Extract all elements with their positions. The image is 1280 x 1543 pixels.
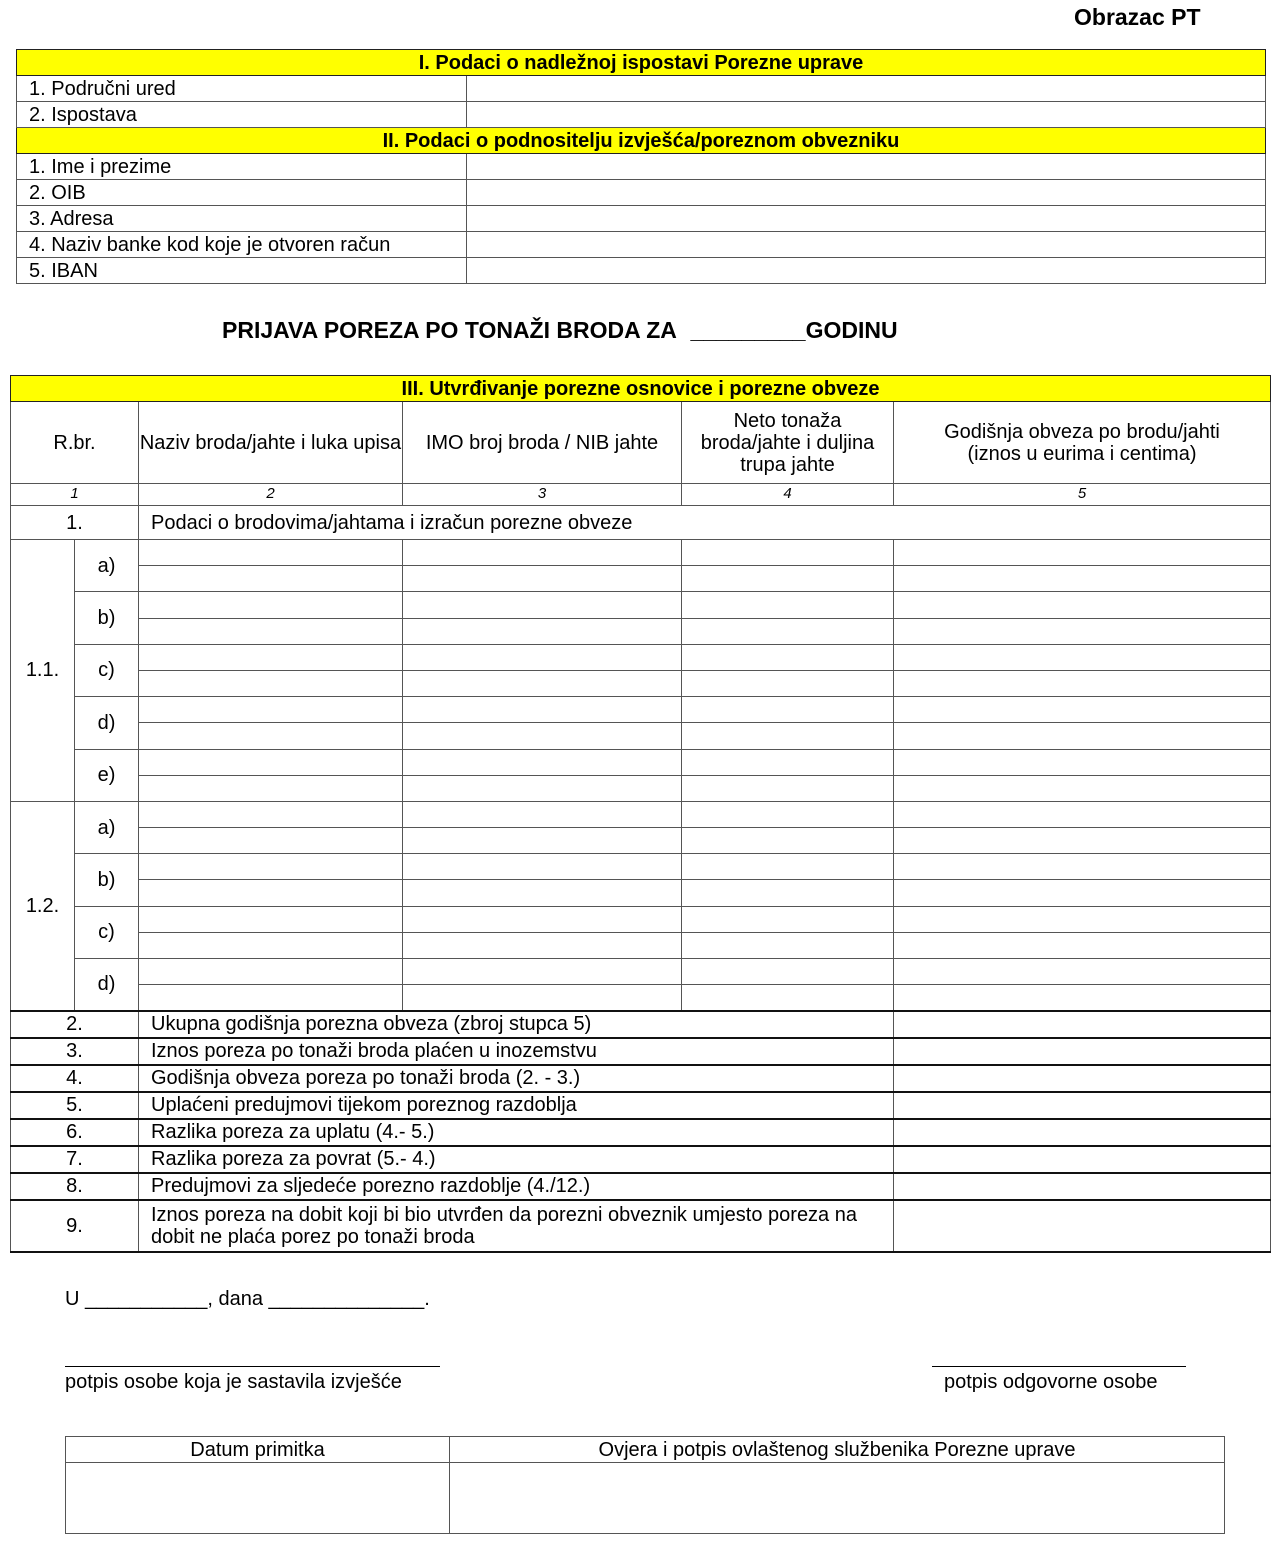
field-label: 1. Područni ured (17, 76, 467, 102)
tonnage-cell[interactable] (682, 723, 894, 749)
tonnage-cell[interactable] (682, 801, 894, 827)
ship-name-cell[interactable] (139, 566, 403, 592)
ship-name-cell[interactable] (139, 828, 403, 854)
verification-field[interactable] (450, 1463, 1225, 1534)
address-input[interactable] (467, 206, 1266, 232)
ship-row (11, 592, 1271, 618)
field-label: 5. IBAN (17, 258, 467, 284)
group-number: 1.2. (11, 801, 75, 1011)
row-number: 4. (11, 1065, 139, 1092)
row-label: Razlika poreza za uplatu (4.- 5.) (139, 1119, 894, 1146)
col-number: 3 (403, 484, 682, 506)
field-label: 1. Ime i prezime (17, 154, 467, 180)
right-signature-label: potpis odgovorne osobe (944, 1371, 1158, 1393)
section1-title: I. Podaci o nadležnoj ispostavi Porezne uprave (17, 50, 1266, 76)
imo-cell[interactable] (403, 906, 682, 932)
ship-letter: a) (75, 801, 139, 853)
imo-cell[interactable] (403, 932, 682, 958)
ship-name-cell[interactable] (139, 618, 403, 644)
ship-name-cell[interactable] (139, 906, 403, 932)
name-input[interactable] (467, 154, 1266, 180)
amount-cell[interactable] (894, 1038, 1271, 1065)
row-number: 6. (11, 1119, 139, 1146)
ship-row (11, 932, 1271, 958)
ship-name-cell[interactable] (139, 697, 403, 723)
branch-input[interactable] (467, 102, 1266, 128)
imo-cell[interactable] (403, 566, 682, 592)
col-number: 5 (894, 484, 1271, 506)
amount-cell[interactable] (894, 1173, 1271, 1200)
ship-row (11, 644, 1271, 670)
obligation-cell[interactable] (894, 592, 1271, 618)
obligation-cell[interactable] (894, 618, 1271, 644)
imo-cell[interactable] (403, 644, 682, 670)
row-label: Godišnja obveza poreza po tonaži broda (2. - 3.) (139, 1065, 894, 1092)
year-blank[interactable]: _________ (690, 317, 806, 343)
tonnage-cell[interactable] (682, 906, 894, 932)
ship-name-cell[interactable] (139, 985, 403, 1011)
section3-title: III. Utvrđivanje porezne osnovice i porezne obveze (11, 376, 1271, 402)
obligation-cell[interactable] (894, 566, 1271, 592)
obligation-cell[interactable] (894, 670, 1271, 696)
row-label: Iznos poreza po tonaži broda plaćen u inozemstvu (139, 1038, 894, 1065)
obligation-cell[interactable] (894, 985, 1271, 1011)
obligation-cell[interactable] (894, 959, 1271, 985)
imo-cell[interactable] (403, 801, 682, 827)
ship-row (11, 828, 1271, 854)
summary-row (11, 1173, 1271, 1200)
row-number: 3. (11, 1038, 139, 1065)
ship-letter: d) (75, 697, 139, 749)
imo-cell[interactable] (403, 697, 682, 723)
col-number: 4 (682, 484, 894, 506)
imo-cell[interactable] (403, 959, 682, 985)
ship-row (11, 749, 1271, 775)
obligation-cell[interactable] (894, 932, 1271, 958)
obligation-cell[interactable] (894, 828, 1271, 854)
header-tonnage: Neto tonaža broda/jahte i duljina trupa jahte (682, 402, 894, 484)
imo-cell[interactable] (403, 775, 682, 801)
imo-cell[interactable] (403, 723, 682, 749)
ship-name-cell[interactable] (139, 723, 403, 749)
ship-name-cell[interactable] (139, 801, 403, 827)
ship-row (11, 801, 1271, 827)
ship-name-cell[interactable] (139, 880, 403, 906)
row-number: 7. (11, 1146, 139, 1173)
obligation-cell[interactable] (894, 749, 1271, 775)
tonnage-cell[interactable] (682, 644, 894, 670)
tonnage-cell[interactable] (682, 592, 894, 618)
row-number: 2. (11, 1011, 139, 1038)
tonnage-cell[interactable] (682, 932, 894, 958)
row-label: Predujmovi za sljedeće porezno razdoblje (4./12.) (139, 1173, 894, 1200)
row-number: 8. (11, 1173, 139, 1200)
imo-cell[interactable] (403, 749, 682, 775)
row-label: Razlika poreza za povrat (5.- 4.) (139, 1146, 894, 1173)
obligation-cell[interactable] (894, 697, 1271, 723)
ship-row (11, 985, 1271, 1011)
col-number: 1 (11, 484, 139, 506)
amount-cell[interactable] (894, 1119, 1271, 1146)
obligation-cell[interactable] (894, 644, 1271, 670)
summary-row (11, 1038, 1271, 1065)
imo-cell[interactable] (403, 880, 682, 906)
ship-row (11, 670, 1271, 696)
header-rbr: R.br. (11, 402, 139, 484)
section2-title: II. Podaci o podnositelju izvješća/poreznom obvezniku (17, 128, 1266, 154)
ship-name-cell[interactable] (139, 749, 403, 775)
field-label: 2. Ispostava (17, 102, 467, 128)
ship-row (11, 540, 1271, 566)
header-ship-name: Naziv broda/jahte i luka upisa (139, 402, 403, 484)
left-signature-line[interactable] (65, 1352, 440, 1367)
ship-letter: b) (75, 854, 139, 906)
field-label: 3. Adresa (17, 206, 467, 232)
imo-cell[interactable] (403, 540, 682, 566)
main-title: PRIJAVA POREZA PO TONAŽI BRODA ZA _________GODINU (222, 317, 898, 343)
left-signature-label: potpis osobe koja je sastavila izvješće (65, 1371, 402, 1393)
ship-name-cell[interactable] (139, 854, 403, 880)
amount-cell[interactable] (894, 1146, 1271, 1173)
imo-cell[interactable] (403, 618, 682, 644)
right-signature-line[interactable] (932, 1352, 1186, 1367)
ship-letter: d) (75, 959, 139, 1011)
form-code: Obrazac PT (1074, 4, 1201, 30)
ship-name-cell[interactable] (139, 932, 403, 958)
obligation-cell[interactable] (894, 723, 1271, 749)
ship-letter: c) (75, 644, 139, 696)
ship-letter: a) (75, 540, 139, 592)
header-imo: IMO broj broda / NIB jahte (403, 402, 682, 484)
obligation-cell[interactable] (894, 906, 1271, 932)
verification-label: Ovjera i potpis ovlaštenog službenika Porezne uprave (450, 1437, 1225, 1463)
tonnage-cell[interactable] (682, 854, 894, 880)
header-annual-obligation: Godišnja obveza po brodu/jahti (iznos u eurima i centima) (894, 402, 1271, 484)
summary-row (11, 1011, 1271, 1038)
amount-cell[interactable] (894, 1092, 1271, 1119)
row-label: Iznos poreza na dobit koji bi bio utvrđen da porezni obveznik umjesto poreza na dobit ne plaća porez po tonaži broda (139, 1200, 894, 1252)
row-number: 1. (11, 506, 139, 540)
row-label: Ukupna godišnja porezna obveza (zbroj stupca 5) (139, 1011, 894, 1038)
field-label: 4. Naziv banke kod koje je otvoren račun (17, 232, 467, 258)
row-number: 9. (11, 1200, 139, 1252)
tax-calculation-table (10, 375, 1271, 1253)
oib-input[interactable] (467, 180, 1266, 206)
tonnage-cell[interactable] (682, 985, 894, 1011)
row-label: Uplaćeni predujmovi tijekom poreznog razdoblja (139, 1092, 894, 1119)
bank-input[interactable] (467, 232, 1266, 258)
ship-name-cell[interactable] (139, 775, 403, 801)
summary-row (11, 1200, 1271, 1252)
tonnage-cell[interactable] (682, 540, 894, 566)
summary-row (11, 1092, 1271, 1119)
tonnage-cell[interactable] (682, 749, 894, 775)
row-label: Podaci o brodovima/jahtama i izračun porezne obveze (139, 506, 1271, 540)
imo-cell[interactable] (403, 670, 682, 696)
tonnage-cell[interactable] (682, 566, 894, 592)
field-label: 2. OIB (17, 180, 467, 206)
ship-letter: c) (75, 906, 139, 958)
ship-name-cell[interactable] (139, 592, 403, 618)
ship-row (11, 880, 1271, 906)
ship-name-cell[interactable] (139, 644, 403, 670)
ship-row (11, 723, 1271, 749)
ship-letter: e) (75, 749, 139, 801)
amount-cell[interactable] (894, 1065, 1271, 1092)
regional-office-input[interactable] (467, 76, 1266, 102)
summary-row (11, 1146, 1271, 1173)
ship-name-cell[interactable] (139, 959, 403, 985)
ship-row (11, 959, 1271, 985)
iban-input[interactable] (467, 258, 1266, 284)
obligation-cell[interactable] (894, 775, 1271, 801)
ship-row (11, 697, 1271, 723)
ship-name-cell[interactable] (139, 540, 403, 566)
tonnage-cell[interactable] (682, 618, 894, 644)
amount-cell[interactable] (894, 1200, 1271, 1252)
imo-cell[interactable] (403, 592, 682, 618)
ship-name-cell[interactable] (139, 670, 403, 696)
amount-cell[interactable] (894, 1011, 1271, 1038)
row-number: 5. (11, 1092, 139, 1119)
obligation-cell[interactable] (894, 801, 1271, 827)
ship-row (11, 566, 1271, 592)
receipt-table (65, 1436, 1225, 1534)
ship-row (11, 854, 1271, 880)
ship-row (11, 618, 1271, 644)
obligation-cell[interactable] (894, 880, 1271, 906)
tonnage-cell[interactable] (682, 697, 894, 723)
tonnage-cell[interactable] (682, 880, 894, 906)
imo-cell[interactable] (403, 985, 682, 1011)
date-received-field[interactable] (66, 1463, 450, 1534)
obligation-cell[interactable] (894, 540, 1271, 566)
ship-row (11, 906, 1271, 932)
date-received-label: Datum primitka (66, 1437, 450, 1463)
tonnage-cell[interactable] (682, 670, 894, 696)
summary-row (11, 1065, 1271, 1092)
office-taxpayer-table (16, 49, 1266, 284)
ship-row (11, 775, 1271, 801)
obligation-cell[interactable] (894, 854, 1271, 880)
place-date-line[interactable]: U ___________, dana ______________. (65, 1288, 430, 1310)
tonnage-cell[interactable] (682, 959, 894, 985)
imo-cell[interactable] (403, 828, 682, 854)
col-number: 2 (139, 484, 403, 506)
group-number: 1.1. (11, 540, 75, 802)
tonnage-cell[interactable] (682, 828, 894, 854)
imo-cell[interactable] (403, 854, 682, 880)
summary-row (11, 1119, 1271, 1146)
tonnage-cell[interactable] (682, 775, 894, 801)
ship-letter: b) (75, 592, 139, 644)
